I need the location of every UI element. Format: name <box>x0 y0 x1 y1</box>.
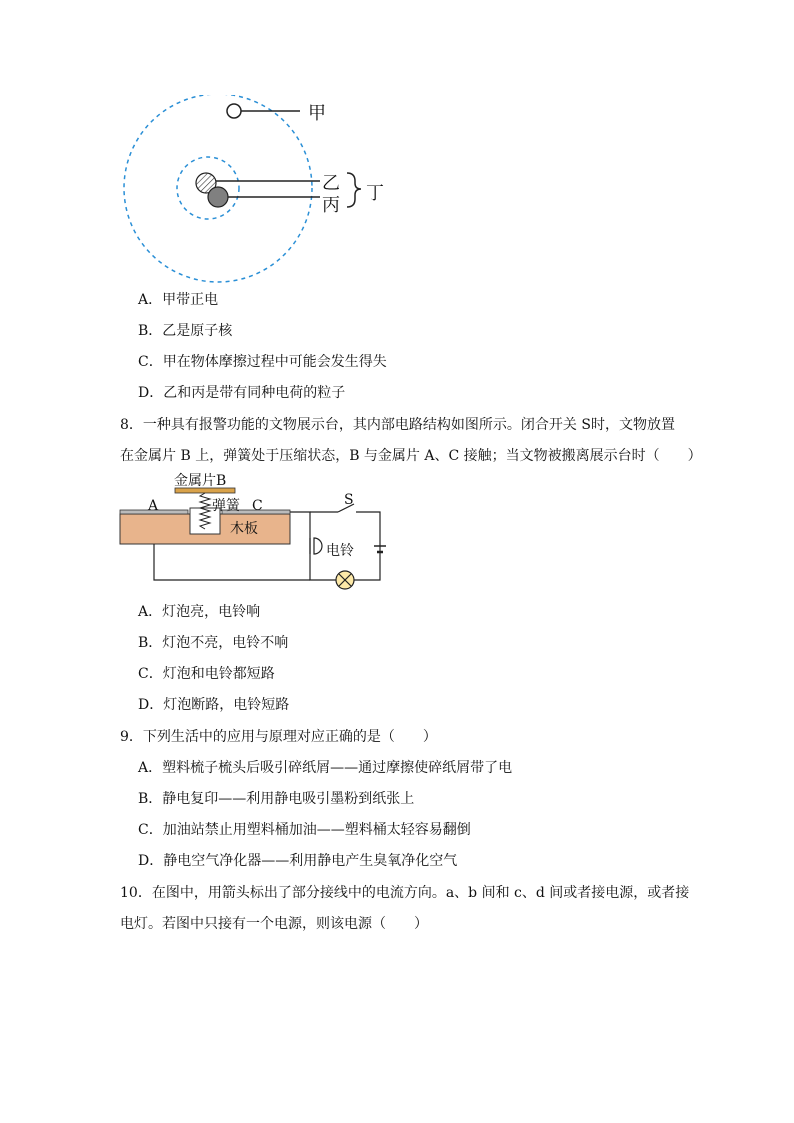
q9-option-d: D．静电空气净化器——利用静电产生臭氧净化空气 <box>138 853 458 869</box>
particle-bing <box>208 187 228 207</box>
label-board: 木板 <box>230 521 258 537</box>
q7-option-c: C．甲在物体摩擦过程中可能会发生得失 <box>138 354 387 370</box>
q8-option-c: C．灯泡和电铃都短路 <box>138 666 275 682</box>
wire-bottom <box>154 544 310 580</box>
q10-stem-line2: 电灯。若图中只接有一个电源，则该电源（ ） <box>120 916 428 932</box>
q9-option-c: C．加油站禁止用塑料桶加油——塑料桶太轻容易翻倒 <box>138 822 471 838</box>
electron-jia <box>227 104 241 118</box>
circuit-figure <box>118 470 398 600</box>
label-c: C <box>252 498 263 514</box>
brace <box>347 173 361 207</box>
q8-option-a: A．灯泡亮，电铃响 <box>138 604 261 620</box>
label-metal-b: 金属片B <box>174 473 227 489</box>
atom-diagram <box>110 95 410 285</box>
q9-stem: 9．下列生活中的应用与原理对应正确的是（ ） <box>120 729 437 745</box>
q10-stem-line1: 10．在图中，用箭头标出了部分接线中的电流方向。a、b 间和 c、d 间或者接电源，或者接 <box>120 885 690 901</box>
label-ding: 丁 <box>366 183 384 204</box>
q8-option-b: B．灯泡不亮，电铃不响 <box>138 635 289 651</box>
q7-option-b: B．乙是原子核 <box>138 323 233 339</box>
label-bing: 丙 <box>322 195 340 216</box>
q8-stem-line1: 8．一种具有报警功能的文物展示台，其内部电路结构如图所示。闭合开关 S时，文物放置 <box>120 417 675 433</box>
q7-option-d: D．乙和丙是带有同种电荷的粒子 <box>138 385 346 401</box>
atom-figure <box>110 95 410 285</box>
circuit-diagram <box>118 470 398 600</box>
label-bell: 电铃 <box>326 543 354 559</box>
q8-option-d: D．灯泡断路，电铃短路 <box>138 697 290 713</box>
q9-option-b: B．静电复印——利用静电吸引墨粉到纸张上 <box>138 791 415 807</box>
label-jia: 甲 <box>308 103 326 124</box>
bell-symbol <box>314 538 322 554</box>
q7-option-a: A．甲带正电 <box>138 292 219 308</box>
q9-option-a: A．塑料梳子梳头后吸引碎纸屑——通过摩擦使碎纸屑带了电 <box>138 760 513 776</box>
label-a: A <box>148 498 159 514</box>
q8-stem-line2: 在金属片 B 上，弹簧处于压缩状态，B 与金属片 A、C 接触；当文物被搬离展示台时（ ） <box>120 448 702 464</box>
label-s: S <box>344 492 354 508</box>
label-spring: 弹簧 <box>212 498 240 514</box>
label-yi: 乙 <box>322 173 340 194</box>
